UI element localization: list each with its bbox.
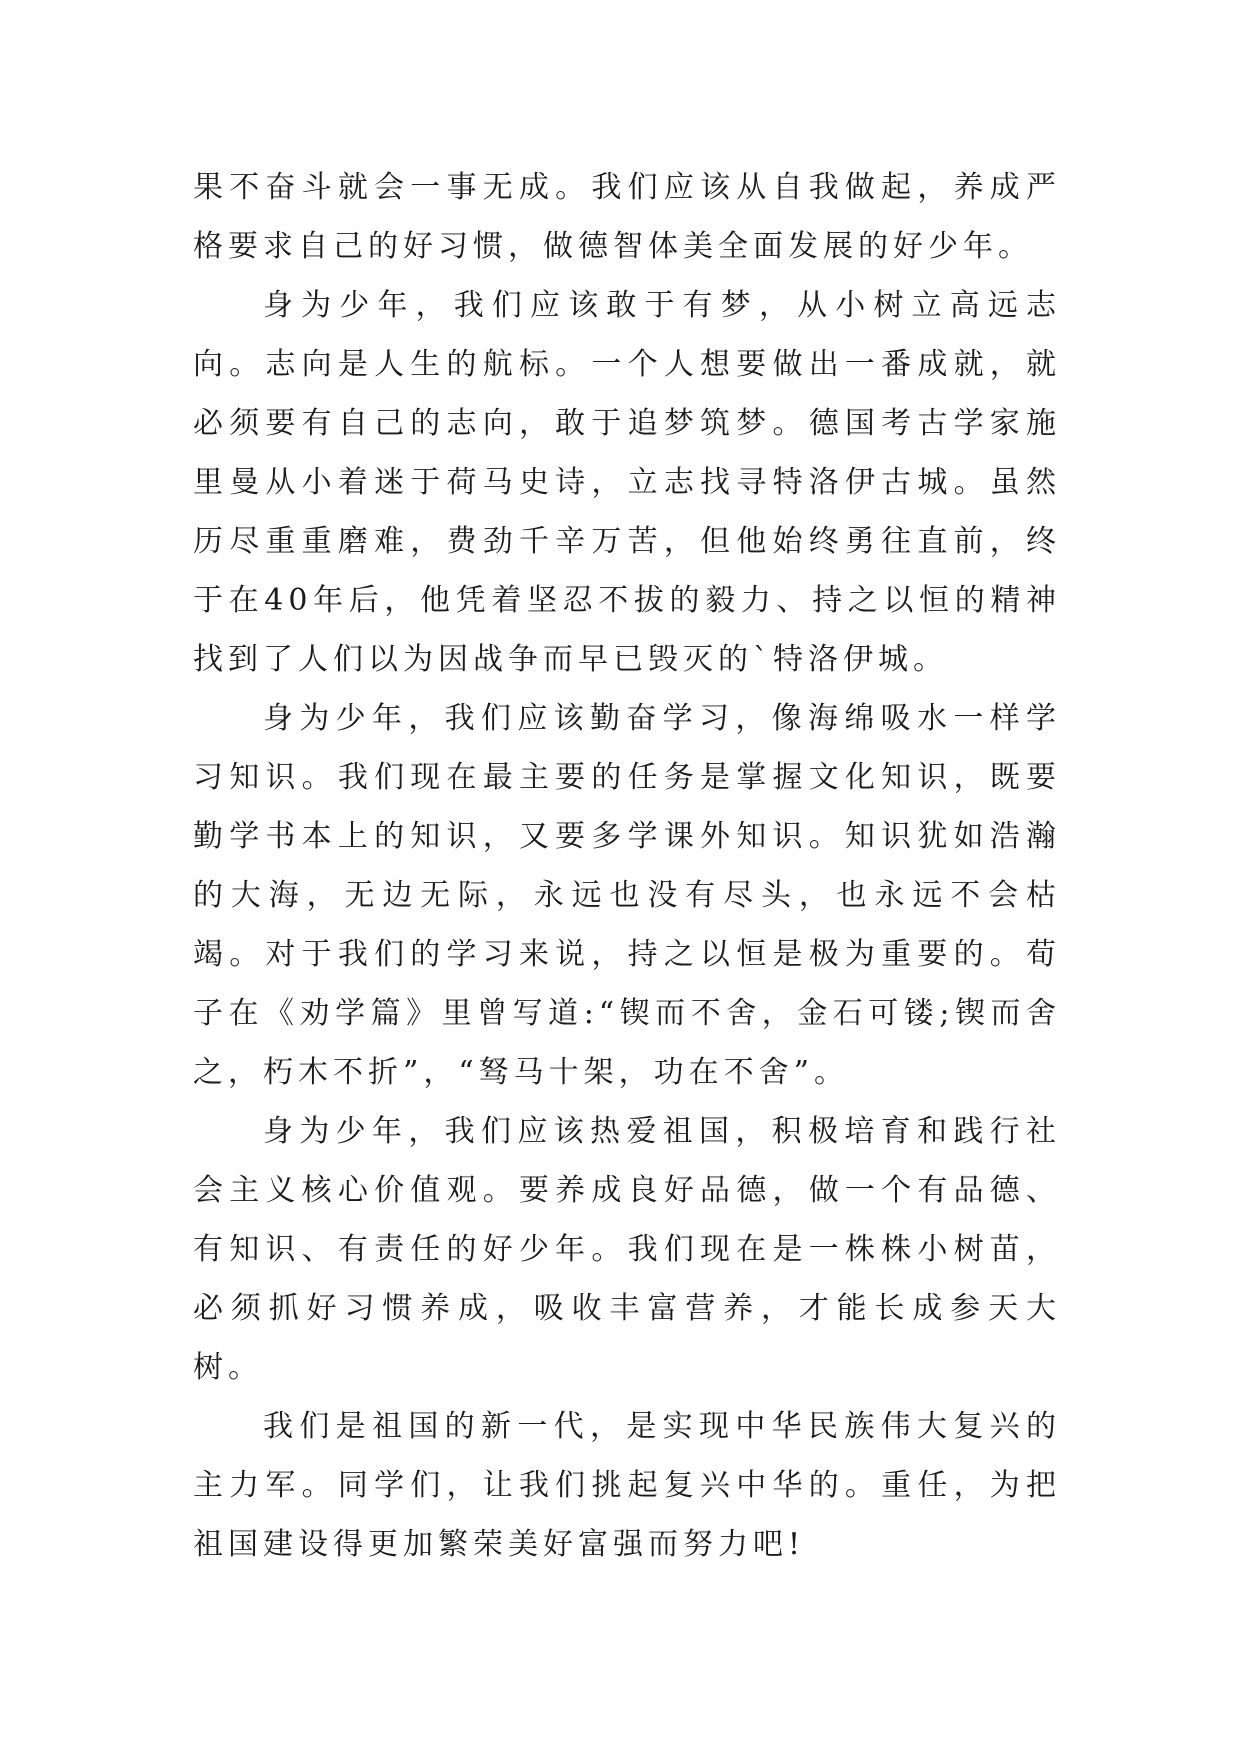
paragraph-5: 我们是祖国的新一代，是实现中华民族伟大复兴的主力军。同学们，让我们挑起复兴中华的。重任，为把祖国建设得更加繁荣美好富强而努力吧! <box>193 1409 1061 1562</box>
paragraph-2: 身为少年，我们应该敢于有梦，从小树立高远志向。志向是人生的航标。一个人想要做出一番成就，就必须要有自己的志向，敢于追梦筑梦。德国考古学家施里曼从小着迷于荷马史诗，立志找寻特洛伊古城。虽然历尽重重磨难，费劲千辛万苦，但他始终勇往直前，终于在40年后，他凭着坚忍不拔的毅力、持之以恒的精神找到了人们以为因战争而早已毁灭的`特洛伊城。 <box>193 288 1061 677</box>
paragraph-1: 果不奋斗就会一事无成。我们应该从自我做起，养成严格要求自己的好习惯，做德智体美全面发展的好少年。 <box>193 170 1061 264</box>
document-body <box>193 158 1061 1574</box>
paragraph-4: 身为少年，我们应该热爱祖国，积极培育和践行社会主义核心价值观。要养成良好品德，做一个有品德、有知识、有责任的好少年。我们现在是一株株小树苗，必须抓好习惯养成，吸收丰富营养，才能长成参天大树。 <box>193 1114 1061 1385</box>
paragraph-3: 身为少年，我们应该勤奋学习，像海绵吸水一样学习知识。我们现在最主要的任务是掌握文化知识，既要勤学书本上的知识，又要多学课外知识。知识犹如浩瀚的大海，无边无际，永远也没有尽头，也永远不会枯竭。对于我们的学习来说，持之以恒是极为重要的。荀子在《劝学篇》里曾写道:“锲而不舍，金石可镂;锲而舍之，朽木不折”，“驽马十架，功在不舍”。 <box>193 701 1061 1090</box>
